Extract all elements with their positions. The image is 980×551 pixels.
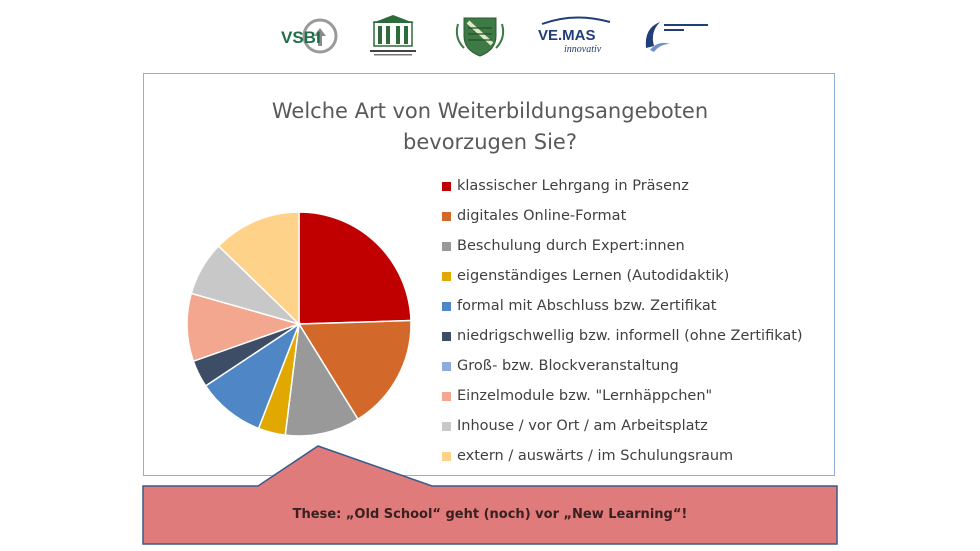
vemas-logo-subtext: innovativ — [564, 44, 602, 55]
legend-label: digitales Online-Format — [457, 208, 627, 224]
vsbi-logo-text: VSBI — [281, 28, 321, 47]
chart-title-line-1: Welche Art von Weiterbildungsangeboten — [271, 99, 709, 123]
legend-label: Groß- bzw. Blockveranstaltung — [457, 358, 679, 374]
legend-label: extern / auswärts / im Schulungsraum — [457, 448, 734, 464]
legend-label: Beschulung durch Expert:innen — [457, 238, 685, 254]
legend-label: formal mit Abschluss bzw. Zertifikat — [457, 298, 717, 314]
legend-label: Inhouse / vor Ort / am Arbeitsplatz — [457, 418, 708, 434]
legend-label: klassischer Lehrgang in Präsenz — [457, 178, 689, 194]
chart-title-line-2: bevorzugen Sie? — [403, 130, 577, 154]
legend-label: Einzelmodule bzw. "Lernhäppchen" — [457, 388, 713, 404]
legend-label: eigenständiges Lernen (Autodidaktik) — [457, 268, 730, 284]
thesis-callout-shape — [143, 446, 837, 544]
vemas-logo-text: VE.MAS — [538, 27, 596, 44]
legend-label: niedrigschwellig bzw. informell (ohne Zertifikat) — [457, 328, 803, 344]
thesis-callout-text: These: „Old School“ geht (noch) vor „New Learning“! — [292, 507, 688, 522]
